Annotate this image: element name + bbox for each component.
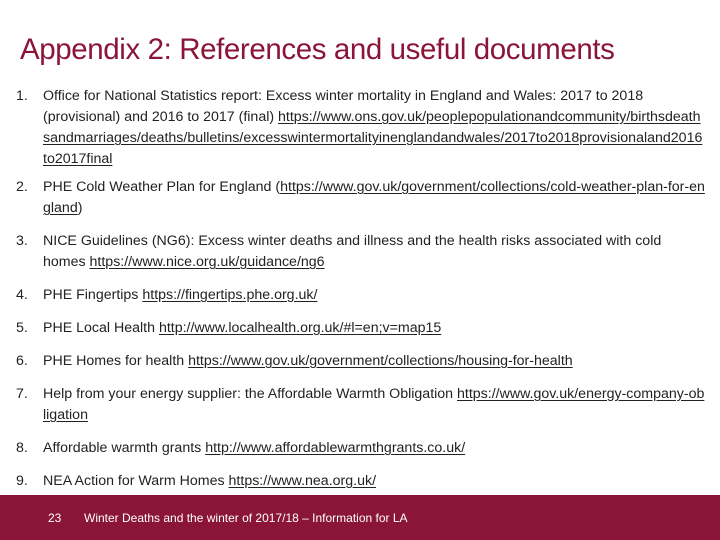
reference-text: NICE Guidelines (NG6): Excess winter deaths and illness and the health risks associated with cold homes <box>43 233 662 270</box>
reference-item-4 <box>16 285 706 306</box>
reference-link-housing-for-health[interactable]: https://www.gov.uk/government/collections/housing-for-health <box>188 353 573 369</box>
reference-link-local-health[interactable]: http://www.localhealth.org.uk/#l=en;v=map15 <box>158 320 442 336</box>
reference-item-6 <box>16 351 706 372</box>
reference-link-energy-company-obligation[interactable]: https://www.gov.uk/energy-company-obligation <box>43 386 705 423</box>
reference-text: PHE Local Health <box>43 320 159 336</box>
reference-item-1 <box>16 86 706 170</box>
reference-item-2 <box>16 177 706 219</box>
reference-text: PHE Cold Weather Plan for England ( <box>43 179 281 195</box>
footer-text: Winter Deaths and the winter of 2017/18 – Information for LA <box>84 511 408 525</box>
reference-text: PHE Homes for health <box>43 353 189 369</box>
reference-text: Help from your energy supplier: the Affordable Warmth Obligation <box>43 386 458 402</box>
reference-item-5 <box>16 318 706 339</box>
reference-tail: ) <box>77 200 83 216</box>
reference-link-nea[interactable]: https://www.nea.org.uk/ <box>228 473 377 489</box>
reference-text: Office for National Statistics report: Excess winter mortality in England and Wales: 2017 to 2018 (provisional) and 2016 to 2017 (final) <box>43 88 644 125</box>
reference-link-ons[interactable]: https://www.ons.gov.uk/peoplepopulationandcommunity/birthsdeathsandmarriages/deaths/bulletins/excesswintermortalityinenglandandwales/2017to2018provisionaland2016to2017final <box>43 109 703 167</box>
reference-item-9 <box>16 471 706 492</box>
references-list <box>16 86 706 504</box>
reference-number: 6. <box>16 353 28 369</box>
reference-number: 8. <box>16 440 28 456</box>
reference-item-3 <box>16 231 706 273</box>
reference-number: 9. <box>16 473 28 489</box>
reference-item-7 <box>16 384 706 426</box>
reference-number: 2. <box>16 179 28 195</box>
reference-link-fingertips[interactable]: https://fingertips.phe.org.uk/ <box>142 287 318 303</box>
page-title: Appendix 2: References and useful documents <box>20 33 615 66</box>
reference-text: Affordable warmth grants <box>43 440 206 456</box>
reference-number: 4. <box>16 287 28 303</box>
page-number: 23 <box>48 511 62 525</box>
reference-link-affordable-warmth[interactable]: http://www.affordablewarmthgrants.co.uk/ <box>205 440 466 456</box>
reference-number: 3. <box>16 233 28 249</box>
reference-link-nice[interactable]: https://www.nice.org.uk/guidance/ng6 <box>89 254 325 270</box>
footer-bar <box>0 495 720 540</box>
reference-item-8 <box>16 438 706 459</box>
reference-number: 1. <box>16 88 28 104</box>
reference-link-cold-weather-plan[interactable]: https://www.gov.uk/government/collections/cold-weather-plan-for-england <box>43 179 705 216</box>
reference-text: NEA Action for Warm Homes <box>43 473 229 489</box>
reference-number: 7. <box>16 386 28 402</box>
reference-text: PHE Fingertips <box>43 287 143 303</box>
reference-number: 5. <box>16 320 28 336</box>
